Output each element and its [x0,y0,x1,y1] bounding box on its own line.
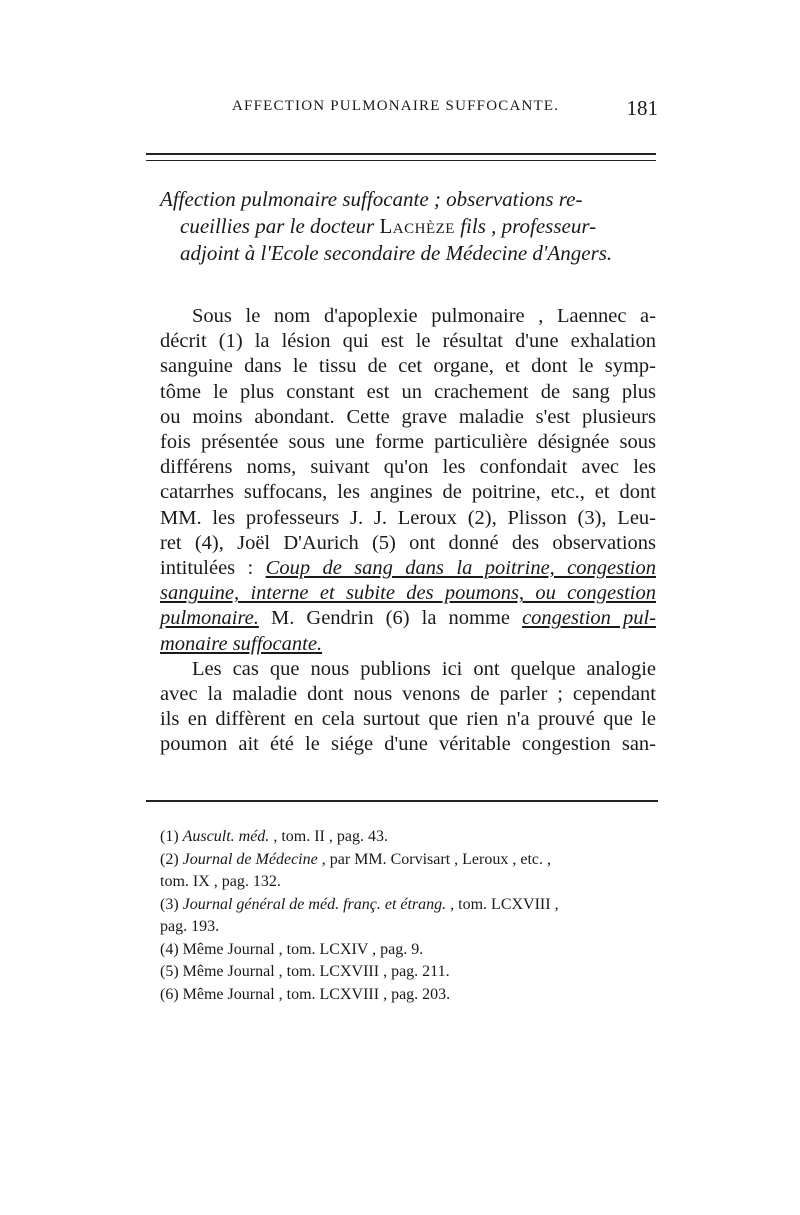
text-line: fois présentée sous une forme particulière désignée sous [160,431,656,454]
text-line: sanguine dans le tissu de cet organe, et dont le symp- [160,355,656,378]
italic-title-fragment: Coup de sang dans la poitrine, congestion [265,557,657,580]
footnote-2 [160,849,660,872]
header-double-rule [146,153,656,161]
text-line: Sous le nom d'apoplexie pulmonaire , Laennec a- [192,305,656,327]
footnote-ref: , par MM. Corvisart , Leroux , etc. , [317,850,551,868]
text-line: avec la maladie dont nous venons de parler ; cependant [160,683,656,706]
title-line-2 [160,213,656,240]
footnote-3-cont: pag. 193. [160,918,220,935]
article-title [160,186,656,267]
text-line: tôme le plus constant est un crachement de sang plus [160,380,656,403]
footnote-ref: , tom. LCXVIII , [446,895,559,913]
footnote-4: (4) Même Journal , tom. LCXIV , pag. 9. [160,940,424,958]
body-text [160,304,656,758]
footnote-rule [146,800,658,802]
footnote-5: (5) Même Journal , tom. LCXVIII , pag. 211. [160,963,450,980]
footnote-ref: , tom. II , pag. 43. [269,828,388,845]
author-name: Lachèze [379,214,455,238]
text-line: différens noms, suivant qu'on les confondait avec les [160,456,656,479]
footnote-marker: (3) [160,895,183,913]
footnote-title: Auscult. méd. [182,828,270,845]
text-line: MM. les professeurs J. J. Leroux (2), Plisson (3), Leu- [160,506,656,529]
text-line: ret (4), Joël D'Aurich (5) ont donné des observations [160,531,656,554]
text-line: monaire suffocante. [160,632,323,655]
footnote-1 [160,826,660,849]
footnote-title: Journal de Médecine [182,850,318,868]
text-line: catarrhes suffocans, les angines de poitrine, etc., et dont [160,481,656,504]
footnote-6: (6) Même Journal , tom. LCXVIII , pag. 203. [160,985,451,1003]
running-head [146,98,658,122]
text-line: sanguine, interne et subite des poumons, ou congestion [160,582,656,605]
text-line [160,556,656,581]
italic-title-fragment: congestion pul- [522,607,656,630]
title-text: cueillies par le docteur [180,214,380,238]
footnotes [160,826,660,1006]
title-line-1: Affection pulmonaire suffocante ; observations re- [160,187,583,211]
page-number: 181 [626,96,658,120]
italic-title-fragment: pulmonaire. [160,607,259,630]
text-fragment: M. Gendrin (6) la nomme [258,607,523,630]
paragraph-1 [160,304,656,657]
footnote-title: Journal général de méd. franç. et étrang. [182,895,447,913]
running-title: AFFECTION PULMONAIRE SUFFOCANTE. [232,98,560,114]
text-line: ils en diffèrent en cela surtout que rien n'a prouvé que le [160,708,656,731]
text-line [160,606,656,631]
footnote-3 [160,894,660,917]
text-line: Les cas que nous publions ici ont quelque analogie [192,657,656,680]
text-line: poumon ait été le siége d'une véritable congestion san- [160,733,656,756]
paragraph-2 [160,657,656,758]
footnote-marker: (2) [160,850,183,868]
text-line: décrit (1) la lésion qui est le résultat d'une exhalation [160,330,656,353]
footnote-marker: (1) [160,828,183,845]
title-text: fils , professeur- [454,214,597,238]
footnote-2-cont: tom. IX , pag. 132. [160,873,281,890]
text-fragment: intitulées : [160,557,266,580]
text-line: ou moins abondant. Cette grave maladie s'est plusieurs [160,405,656,428]
title-line-3: adjoint à l'Ecole secondaire de Médecine d'Angers. [180,241,613,265]
